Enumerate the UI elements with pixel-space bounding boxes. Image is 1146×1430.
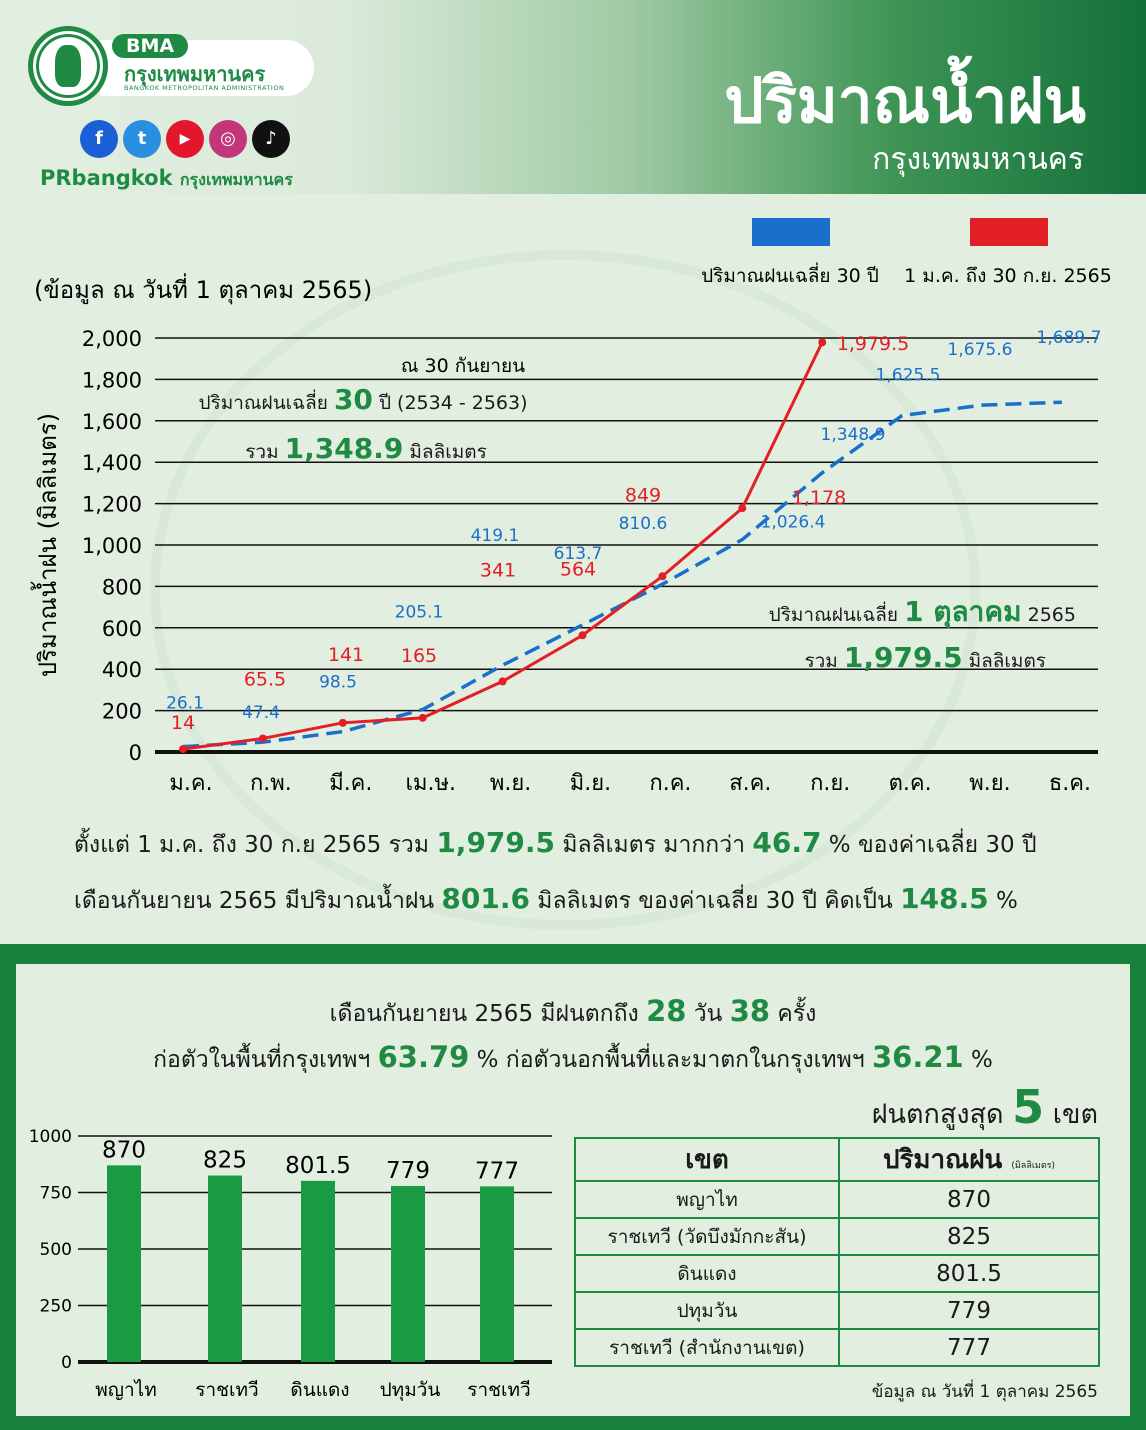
- district-bar: [208, 1176, 242, 1362]
- x-tick-label: เม.ษ.: [405, 771, 456, 796]
- bar-y-tick-label: 0: [61, 1353, 72, 1373]
- header-banner: [0, 0, 1146, 194]
- series-point: [579, 631, 587, 639]
- avg-data-label: 1,026.4: [760, 512, 826, 533]
- y-tick-label: 1,800: [81, 368, 142, 393]
- page-title: ปริมาณน้ำฝน: [724, 64, 1086, 137]
- page-subtitle: กรุงเทพมหานคร: [872, 142, 1084, 177]
- x-tick-label: ส.ค.: [729, 771, 772, 796]
- bar-y-tick-label: 750: [39, 1183, 72, 1204]
- district-bar: [107, 1165, 141, 1362]
- data-date-note: (ข้อมูล ณ วันที่ 1 ตุลาคม 2565): [34, 276, 373, 304]
- tiktok-icon[interactable]: ♪: [252, 120, 290, 158]
- x-tick-label: พ.ย.: [489, 771, 532, 796]
- y-tick-label: 800: [101, 575, 142, 600]
- x-tick-label: ต.ค.: [888, 771, 932, 796]
- summary-line-1: ตั้งแต่ 1 ม.ค. ถึง 30 ก.ย 2565 รวม 1,979.5 มิลลิเมตร มากกว่า 46.7 % ของค่าเฉลี่ย 30 ปี: [74, 826, 1037, 859]
- x-tick-label: ก.ค.: [649, 771, 692, 796]
- x-tick-label: ก.ย.: [810, 771, 851, 796]
- annotation-2565-total: รวม 1,979.5 มิลลิเมตร: [804, 641, 1046, 674]
- series-point: [339, 719, 347, 727]
- logo-abbr: BMA: [112, 34, 188, 58]
- col-rain-header: ปริมาณฝน (มิลลิเมตร): [839, 1138, 1099, 1181]
- district-name: ราชเทวี (วัดบึงมักกะสัน): [575, 1218, 839, 1255]
- avg-data-label: 613.7: [553, 543, 603, 564]
- y-axis-label: ปริมาณน้ำฝน (มิลลิเมตร): [34, 412, 62, 678]
- x-tick-label: ม.ค.: [169, 771, 213, 796]
- x-tick-label: ก.พ.: [249, 771, 292, 796]
- avg-data-label: 26.1: [166, 693, 204, 714]
- y2565-data-label: 564: [559, 558, 597, 581]
- y-tick-label: 400: [101, 658, 142, 683]
- y-tick-label: 600: [101, 616, 142, 641]
- instagram-icon[interactable]: ◎: [209, 120, 247, 158]
- annotation-avg-total: รวม 1,348.9 มิลลิเมตร: [245, 432, 487, 465]
- x-tick-label: มี.ค.: [329, 771, 373, 796]
- september-origin-line: ก่อตัวในพื้นที่กรุงเทพฯ 63.79 % ก่อตัวนอกพื้นที่และมาตกในกรุงเทพฯ 36.21 %: [153, 1040, 993, 1074]
- district-bar: [391, 1186, 425, 1362]
- y-tick-label: 1,600: [81, 409, 142, 434]
- col-district-header: เขต: [575, 1138, 839, 1181]
- bar-category-label: ราชเทวี: [467, 1379, 531, 1401]
- y2565-data-label: 14: [170, 712, 196, 735]
- district-bar-chart: [0, 1090, 570, 1410]
- district-name: ราชเทวี (สำนักงานเขต): [575, 1329, 839, 1366]
- bar-y-tick-label: 250: [39, 1296, 72, 1317]
- youtube-icon[interactable]: ▶: [166, 120, 204, 158]
- y2565-data-label: 341: [479, 559, 517, 582]
- y2565-data-label: 65.5: [243, 668, 287, 691]
- district-rain: 777: [839, 1329, 1099, 1366]
- district-name: ดินแดง: [575, 1255, 839, 1292]
- summary-line-2: เดือนกันยายน 2565 มีปริมาณน้ำฝน 801.6 มิลลิเมตร ของค่าเฉลี่ย 30 ปี คิดเป็น 148.5 %: [74, 882, 1018, 915]
- top5-district-table: [574, 1137, 1100, 1367]
- y2565-data-label: 165: [400, 644, 438, 667]
- district-rain: 779: [839, 1292, 1099, 1329]
- pr-handle: PRbangkok กรุงเทพมหานคร: [40, 166, 293, 190]
- bar-category-label: ดินแดง: [290, 1379, 350, 1401]
- y-tick-label: 200: [101, 699, 142, 724]
- top5-title: ฝนตกสูงสุด 5 เขต: [871, 1080, 1098, 1134]
- x-tick-label: พ.ย.: [969, 771, 1011, 796]
- avg-data-label: 1,625.5: [875, 365, 941, 386]
- series-point: [738, 504, 746, 512]
- district-bar: [301, 1181, 335, 1362]
- series-point: [179, 745, 187, 753]
- series-point: [419, 714, 427, 722]
- legend-swatch-0: [752, 218, 830, 246]
- bma-seal-icon: [28, 26, 108, 106]
- table-row: [575, 1218, 1099, 1255]
- district-rain: 801.5: [839, 1255, 1099, 1292]
- table-row: [575, 1255, 1099, 1292]
- y-tick-label: 1,400: [81, 451, 142, 476]
- table-header-row: [575, 1138, 1099, 1181]
- bar-category-label: พญาไท: [95, 1379, 157, 1401]
- cumulative-rainfall-line-chart: [0, 194, 1146, 814]
- bar-y-tick-label: 1000: [28, 1127, 72, 1147]
- series-point: [818, 338, 826, 346]
- y-tick-label: 2,000: [81, 327, 142, 351]
- y-tick-label: 1,000: [81, 534, 142, 558]
- bma-logo[interactable]: [28, 26, 314, 106]
- district-rain: 870: [839, 1181, 1099, 1218]
- table-row: [575, 1181, 1099, 1218]
- facebook-icon[interactable]: f: [80, 120, 118, 158]
- annotation-2565-date: ปริมาณฝนเฉลี่ย 1 ตุลาคม 2565: [768, 595, 1076, 628]
- series-point: [259, 734, 267, 742]
- annotation-avg-date: ณ 30 กันยายน: [400, 355, 526, 377]
- bar-category-label: ราชเทวี: [195, 1379, 259, 1401]
- avg-data-label: 98.5: [319, 672, 357, 693]
- table-source-note: ข้อมูล ณ วันที่ 1 ตุลาคม 2565: [871, 1382, 1098, 1402]
- bar-value-label: 777: [475, 1158, 519, 1185]
- y2565-data-label: 141: [327, 643, 365, 666]
- series-point: [499, 677, 507, 685]
- x-tick-label: ธ.ค.: [1048, 771, 1091, 796]
- logo-english-name: BANGKOK METROPOLITAN ADMINISTRATION: [124, 84, 285, 92]
- district-rain: 825: [839, 1218, 1099, 1255]
- table-row: [575, 1292, 1099, 1329]
- social-icons: [80, 120, 290, 160]
- september-days-line: เดือนกันยายน 2565 มีฝนตกถึง 28 วัน 38 ครั้ง: [329, 994, 817, 1028]
- bar-y-tick-label: 500: [39, 1240, 72, 1260]
- bar-value-label: 779: [386, 1157, 430, 1184]
- bar-value-label: 801.5: [285, 1152, 351, 1179]
- avg-data-label: 47.4: [242, 703, 280, 724]
- avg-data-label: 419.1: [470, 526, 520, 547]
- bar-value-label: 825: [203, 1147, 247, 1174]
- avg-data-label: 1,689.7: [1036, 328, 1102, 349]
- district-name: ปทุมวัน: [575, 1292, 839, 1329]
- y-tick-label: 0: [128, 741, 142, 765]
- twitter-icon[interactable]: t: [123, 120, 161, 158]
- avg-data-label: 1,348.9: [820, 424, 886, 445]
- bar-value-label: 870: [102, 1137, 146, 1164]
- table-row: [575, 1329, 1099, 1366]
- y2565-data-label: 1,979.5: [836, 333, 910, 356]
- district-bar: [480, 1186, 514, 1362]
- avg-data-label: 810.6: [618, 514, 668, 535]
- district-name: พญาไท: [575, 1181, 839, 1218]
- avg-data-label: 205.1: [394, 602, 444, 623]
- y2565-data-label: 849: [624, 484, 662, 507]
- legend-label-avg: ปริมาณฝนเฉลี่ย 30 ปี: [701, 265, 879, 287]
- bar-category-label: ปทุมวัน: [379, 1379, 441, 1401]
- legend-swatch-1: [970, 218, 1048, 246]
- annotation-avg-years: ปริมาณฝนเฉลี่ย 30 ปี (2534 - 2563): [198, 383, 528, 416]
- avg-data-label: 1,675.6: [947, 340, 1013, 361]
- y-tick-label: 1,200: [81, 492, 142, 517]
- series-point: [658, 572, 666, 580]
- y2565-data-label: 1,178: [791, 487, 847, 510]
- logo-thai-name: กรุงเทพมหานคร: [124, 62, 266, 86]
- legend-label-2565: 1 ม.ค. ถึง 30 ก.ย. 2565: [904, 265, 1112, 287]
- x-tick-label: มิ.ย.: [569, 771, 612, 796]
